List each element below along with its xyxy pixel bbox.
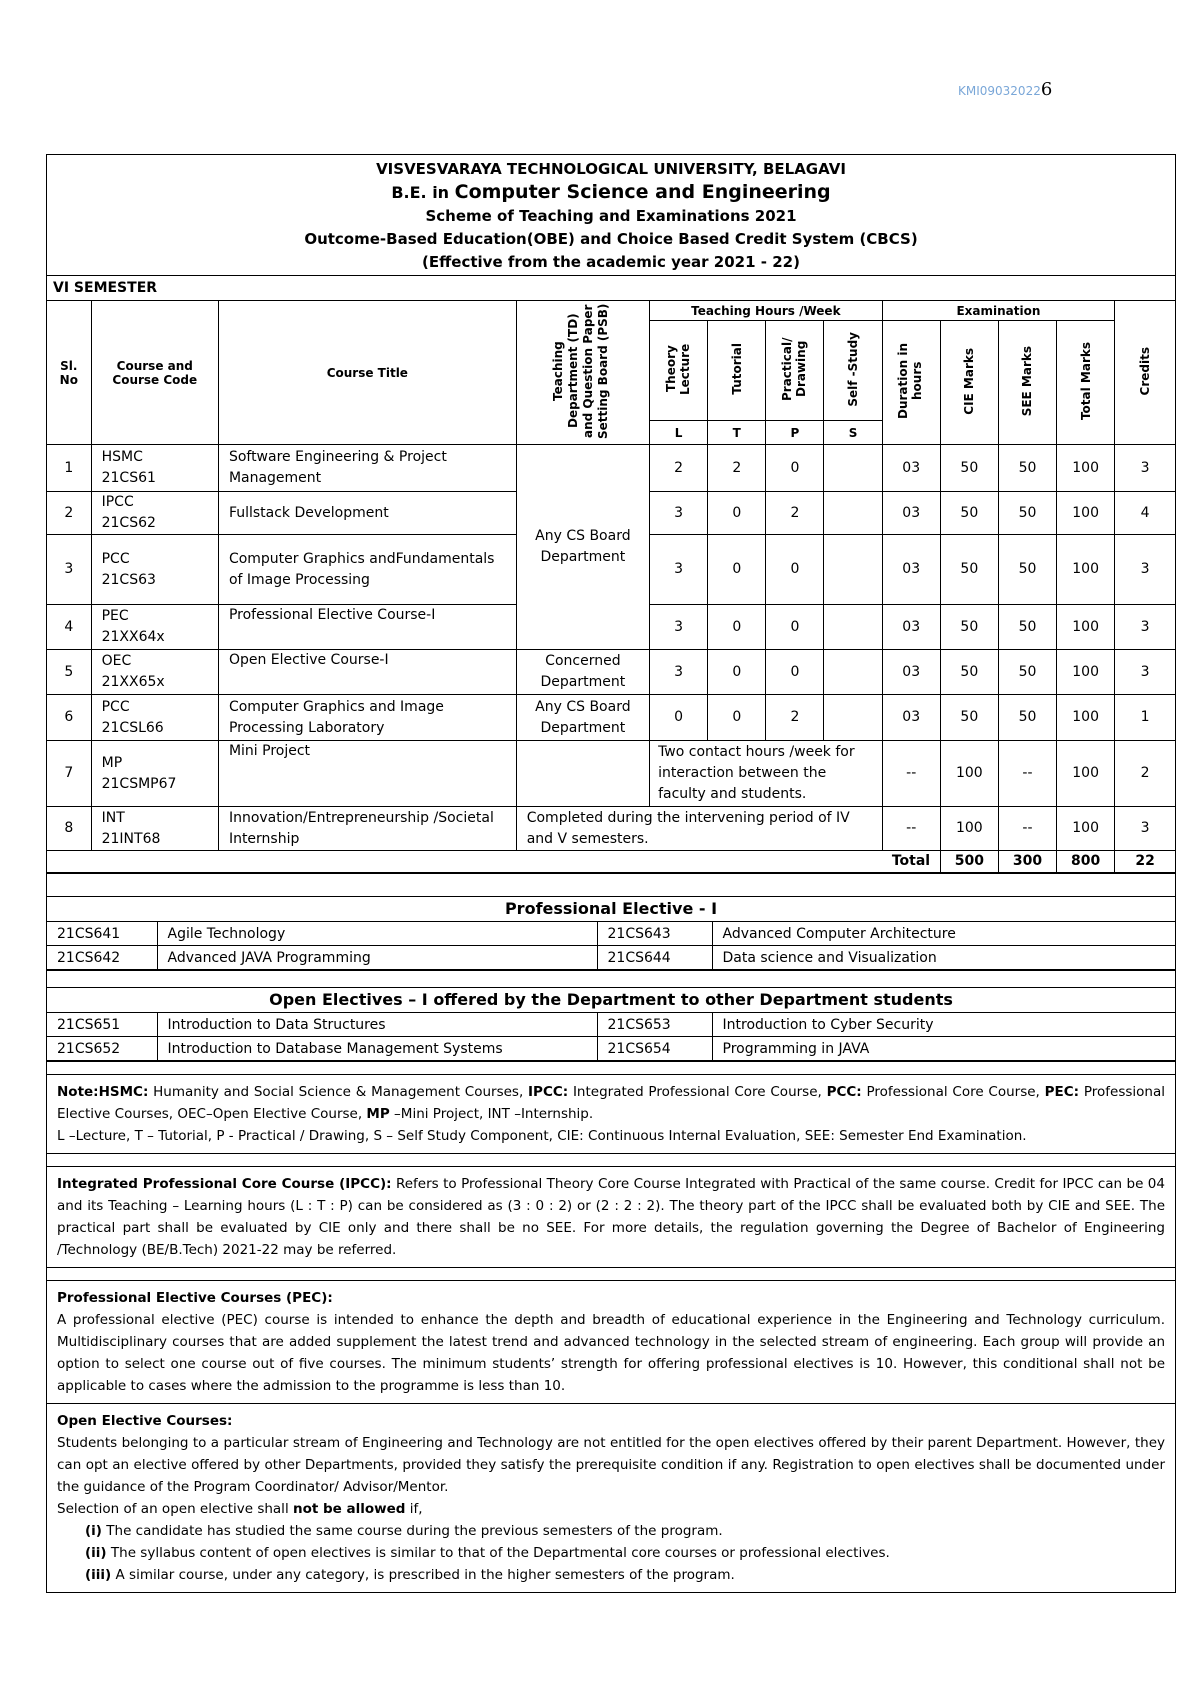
col-self: Self -Study bbox=[824, 321, 882, 421]
course-table bbox=[47, 300, 1175, 873]
col-total: Total Marks bbox=[1057, 321, 1115, 445]
col-theory: Theory Lecture bbox=[650, 321, 708, 421]
pec-block: Professional Elective Courses (PEC): A professional elective (PEC) course is intended to enhance the depth and breadth of educational experience in the Engineering and Technology curriculum. Multidisciplinary courses that are added supplement the latest trend and advanced technology in the selected stream of engineering. Each group will provide an option to select one course out of five courses. The minimum students’ strength for offering professional electives is 10. However, this conditional shall not be applicable to cases where the admission to the programme is less than 10. bbox=[47, 1280, 1175, 1403]
list-item: 21CS642 Advanced JAVA Programming 21CS644 Data science and Visualization bbox=[47, 946, 1175, 970]
table-row: 4 PEC 21XX64x Professional Elective Course-I 3 0 0 03 50 50 100 3 bbox=[47, 605, 1175, 650]
scheme-frame bbox=[46, 154, 1176, 1593]
spacer bbox=[47, 1061, 1175, 1074]
spacer bbox=[47, 1153, 1175, 1166]
document-code: KMI090320226 bbox=[958, 79, 1053, 100]
obe-title: Outcome-Based Education(OBE) and Choice Based Credit System (CBCS) bbox=[304, 230, 918, 248]
table-row: 7 MP 21CSMP67 Mini Project Two contact hours /week for interaction between the faculty and students. -- 100 -- 100 2 bbox=[47, 741, 1175, 807]
col-T: T bbox=[708, 421, 766, 445]
table-row: 6 PCC 21CSL66 Computer Graphics and Image Processing Laboratory Any CS Board Department 0 0 2 03 50 50 100 1 bbox=[47, 695, 1175, 741]
page-number: 6 bbox=[1040, 79, 1053, 100]
col-tutorial: Tutorial bbox=[708, 321, 766, 421]
table-row: 8 INT 21INT68 Innovation/Entrepreneurship /Societal Internship Completed during the intervening period of IV and V semesters. -- 100 -- 100 3 bbox=[47, 807, 1175, 851]
pe-title: Professional Elective - I bbox=[47, 896, 1175, 921]
list-item: 21CS652 Introduction to Database Management Systems 21CS654 Programming in JAVA bbox=[47, 1037, 1175, 1061]
col-L: L bbox=[650, 421, 708, 445]
pe-table bbox=[47, 921, 1175, 970]
university-name: VISVESVARAYA TECHNOLOGICAL UNIVERSITY, BELAGAVI bbox=[376, 160, 846, 178]
totals-row: Total 500 300 800 22 bbox=[47, 851, 1175, 873]
spacer bbox=[47, 1267, 1175, 1280]
col-practical: Practical/ Drawing bbox=[766, 321, 824, 421]
col-sl: Sl. No bbox=[47, 301, 91, 445]
col-cie: CIE Marks bbox=[940, 321, 998, 445]
ipcc-block: Integrated Professional Core Course (IPCC): Refers to Professional Theory Core Course Integrated with Practical of the same course. Credit for IPCC can be 04 and its Teaching – Learning hours (L : T : P) can be considered as (3 : 0 : 2) or (2 : 2 : 2). The theory part of the IPCC shall be evaluated both by CIE and SEE. The practical part shall be evaluated by CIE only and there shall be no SEE. For more details, the regulation governing the Degree of Bachelor of Engineering /Technology (BE/B.Tech) 2021-22 may be referred. bbox=[47, 1166, 1175, 1267]
table-row: 1 HSMC 21CS61 Software Engineering & Project Management Any CS Board Department 2 2 0 03 50 50 100 3 bbox=[47, 445, 1175, 492]
list-item: 21CS641 Agile Technology 21CS643 Advanced Computer Architecture bbox=[47, 922, 1175, 946]
scheme-title: Scheme of Teaching and Examinations 2021 bbox=[425, 207, 797, 225]
col-title: Course Title bbox=[218, 301, 516, 445]
note-block: Note:HSMC: Humanity and Social Science & Management Courses, IPCC: Integrated Professional Core Course, PCC: Professional Core Course, PEC: Professional Elective Courses, OEC–Open Elective Course, MP –Mini Project, INT –Internship. L –Lecture, T – Tutorial, P - Practical / Drawing, S – Self Study Component, CIE: Continuous Internal Evaluation, SEE: Semester End Examination. bbox=[47, 1074, 1175, 1153]
col-credits: Credits bbox=[1115, 301, 1175, 445]
col-code: Course and Course Code bbox=[91, 301, 218, 445]
spacer bbox=[47, 873, 1175, 896]
program-title: B.E. in Computer Science and Engineering bbox=[391, 181, 831, 203]
header bbox=[47, 155, 1175, 275]
col-td: Teaching Department (TD) and Question Paper Setting Board (PSB) bbox=[516, 301, 649, 445]
table-row: 2 IPCC 21CS62 Fullstack Development 3 0 2 03 50 50 100 4 bbox=[47, 492, 1175, 535]
col-exam-group: Examination bbox=[882, 301, 1115, 321]
col-see: SEE Marks bbox=[998, 321, 1056, 445]
col-P: P bbox=[766, 421, 824, 445]
col-duration: Duration in hours bbox=[882, 321, 940, 445]
effective-title: (Effective from the academic year 2021 - 22) bbox=[422, 253, 800, 271]
col-hours-group: Teaching Hours /Week bbox=[650, 301, 883, 321]
oe-table bbox=[47, 1012, 1175, 1061]
td-merged: Any CS Board Department bbox=[516, 445, 649, 650]
oe-block: Open Elective Courses: Students belonging to a particular stream of Engineering and Technology are not entitled for the open electives offered by their parent Department. However, they can opt an elective offered by other Departments, provided they satisfy the prerequisite condition if any. Registration to open electives shall be documented under the guidance of the Program Coordinator/ Advisor/Mentor. Selection of an open elective shall not be allowed if, (i) The candidate has studied the same course during the previous semesters of the program. (ii) The syllabus content of open electives is similar to that of the Departmental core courses or professional electives. (iii) A similar course, under any category, is prescribed in the higher semesters of the program. bbox=[47, 1403, 1175, 1592]
table-row: 3 PCC 21CS63 Computer Graphics andFundamentals of Image Processing 3 0 0 03 50 50 100 3 bbox=[47, 535, 1175, 605]
spacer bbox=[47, 970, 1175, 987]
list-item: 21CS651 Introduction to Data Structures 21CS653 Introduction to Cyber Security bbox=[47, 1013, 1175, 1037]
oe-title: Open Electives – I offered by the Department to other Department students bbox=[47, 987, 1175, 1012]
semester-label: VI SEMESTER bbox=[47, 275, 1175, 300]
col-S: S bbox=[824, 421, 882, 445]
table-row: 5 OEC 21XX65x Open Elective Course-I Concerned Department 3 0 0 03 50 50 100 3 bbox=[47, 650, 1175, 695]
